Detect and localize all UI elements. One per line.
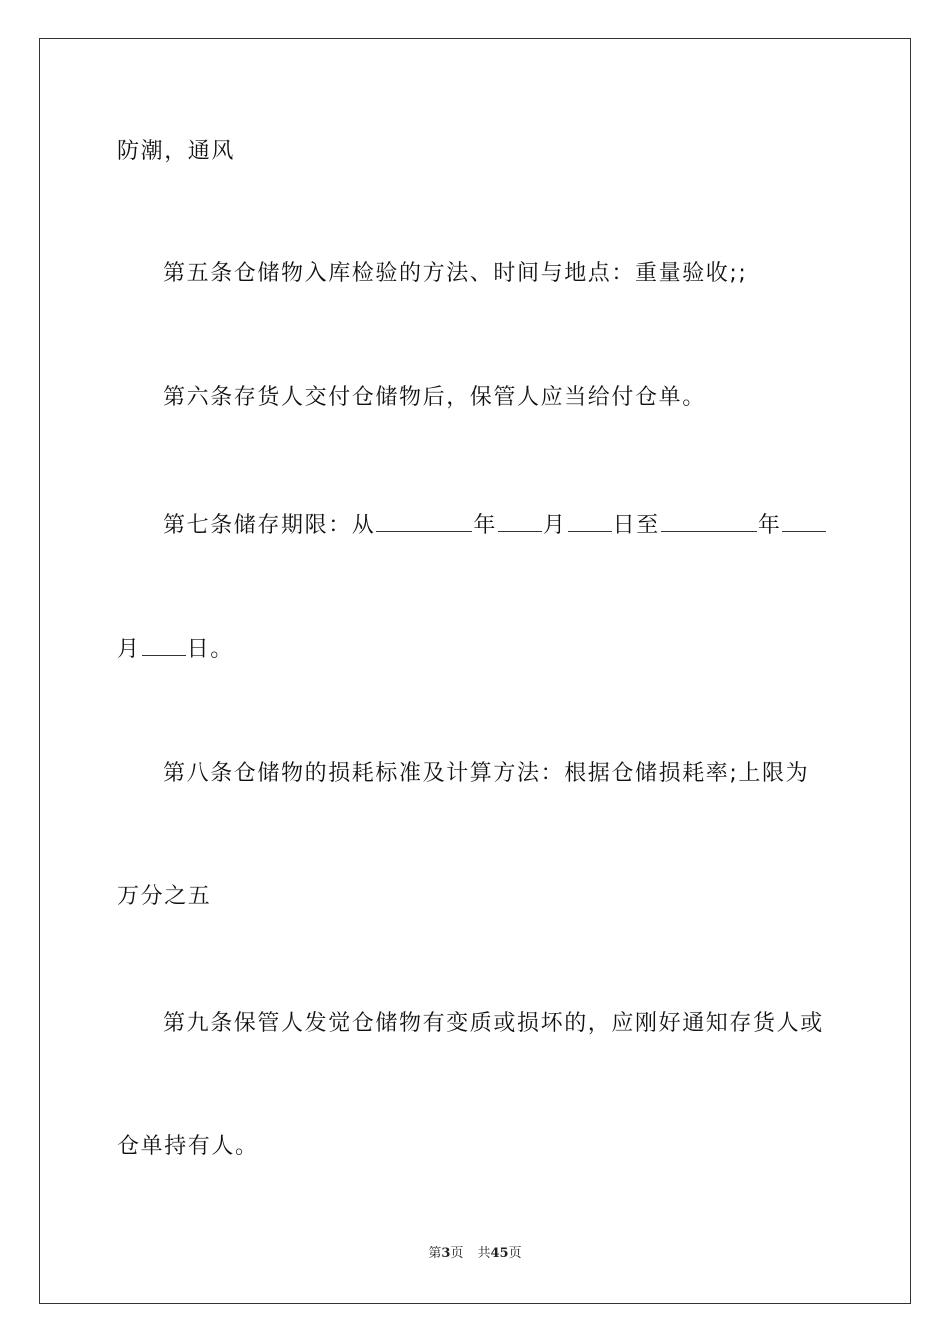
article-7-label: 第七条储存期限：从 [163, 513, 376, 538]
article-9-cont: 仓单持有人。 [117, 1134, 259, 1159]
blank-start-year [376, 509, 472, 532]
start-day-to: 日至 [612, 513, 660, 538]
page-footer [0, 1245, 950, 1263]
article-5: 第五条仓储物入库检验的方法、时间与地点：重量验收;; [163, 261, 748, 286]
article-7 [163, 509, 827, 541]
blank-end-month [782, 509, 826, 532]
text-line-1: 防潮，通风 [117, 139, 236, 164]
end-year-unit: 年 [757, 513, 782, 538]
footer-total-suffix: 页 [508, 1246, 522, 1261]
start-year-unit: 年 [473, 513, 498, 538]
blank-end-day [142, 633, 186, 656]
footer-page-suffix: 页 [450, 1246, 464, 1261]
footer-page-current: 3 [441, 1246, 451, 1261]
article-7-cont [117, 633, 234, 665]
page-frame [39, 38, 911, 1304]
footer-page-total: 45 [490, 1246, 509, 1261]
article-8: 第八条仓储物的损耗标准及计算方法：根据仓储损耗率;上限为 [163, 761, 810, 786]
blank-start-day [568, 509, 612, 532]
article-6: 第六条存货人交付仓储物后，保管人应当给付仓单。 [163, 385, 706, 410]
blank-start-month [498, 509, 542, 532]
blank-end-year [661, 509, 757, 532]
footer-page-prefix: 第 [428, 1246, 442, 1261]
end-month-unit: 月 [117, 637, 141, 662]
start-month-unit: 月 [543, 513, 567, 538]
article-9: 第九条保管人发觉仓储物有变质或损坏的，应刚好通知存货人或 [163, 1011, 824, 1036]
end-day-unit: 日。 [186, 637, 234, 662]
article-8-cont: 万分之五 [117, 884, 212, 909]
footer-total-prefix: 共 [477, 1246, 491, 1261]
